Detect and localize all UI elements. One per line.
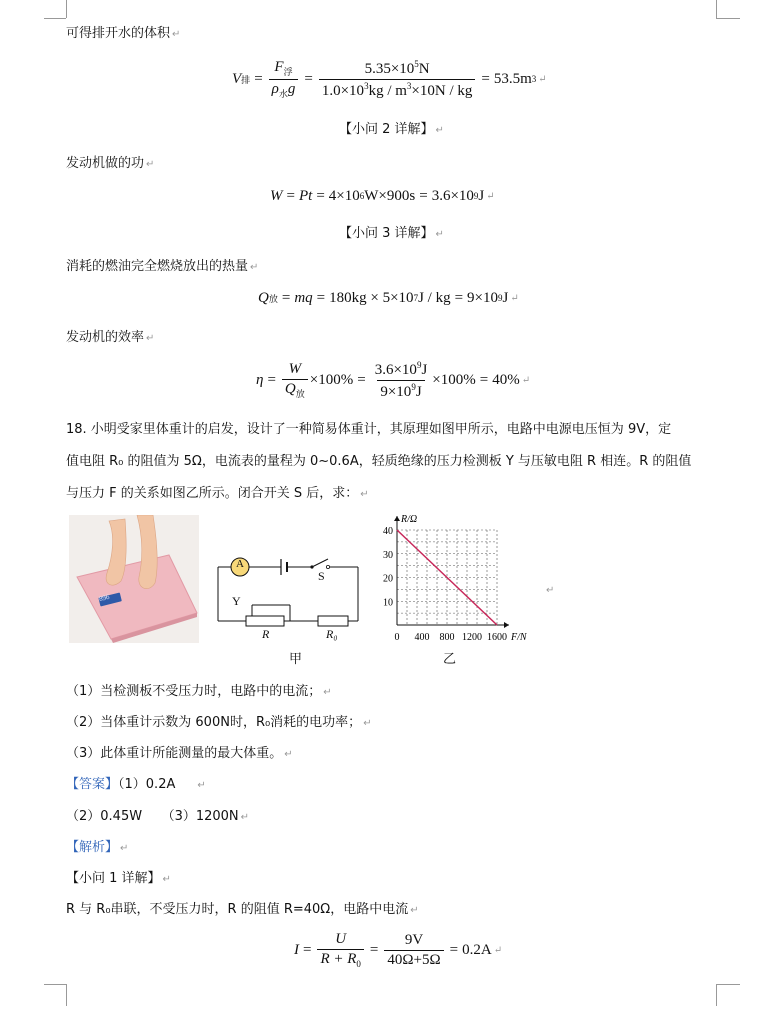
text-span: （1）当检测板不受压力时，电路中的电流； [66,684,322,699]
text-span: 【小问 1 详解】 [66,871,161,886]
answer-line: （2）0.45W （3）1200N ↵ [66,809,250,824]
eq-symbol: W [270,187,283,204]
eq-text: J [421,361,428,378]
eq-sup: 5 [414,58,419,69]
eq-symbol: η [256,371,264,388]
eq-text: kg / m [368,82,407,99]
eq-sub: 放 [268,293,278,304]
x-axis-label: F/N [511,632,527,643]
text-line: R 与 R₀串联，不受压力时，R 的阻值 R=40Ω，电路中电流 ↵ [66,902,419,917]
text-span: 发动机的效率 [66,330,145,345]
text-span: R 与 R₀串联，不受压力时，R 的阻值 R=40Ω，电路中电流 [66,902,409,917]
eq-symbol: g [287,80,296,97]
eq-sup: 3 [531,74,537,84]
fraction [372,360,431,401]
equation-work: W = Pt = 4×10 6 W×900s = 3.6×10 9 J ↵ [270,187,495,204]
y-tick-label: 10 [383,597,393,609]
text-span: 与压力 F 的关系如图乙所示。闭合开关 S 后，求： [66,486,359,501]
eq-text: 4×10 [328,187,360,204]
equation-efficiency: η = $\frac{W}{Q_放}$ ×100% = $\frac{3.6\times 10^9J}{9\times 10^9J}$ ×100% = 40% ↵ [256,359,531,400]
chart-svg [375,508,540,668]
eq-text: J / kg [418,289,451,306]
eq-text: N [418,60,430,77]
x-tick-label: 1600 [487,632,507,643]
eq-sub: 放 [295,388,305,399]
eq-symbol: mq [294,289,313,306]
fraction [282,361,308,400]
eq-text: J [478,187,485,204]
text-span: 【小问 2 详解】 [339,122,434,137]
x-tick-label: 400 [414,632,430,643]
eq-sup: 9 [473,191,479,201]
eq-text: 53.5m [493,70,532,87]
eq-text: J [502,289,509,306]
scale-display-reading: 896 [98,592,111,604]
problem-text [66,414,671,446]
eq-symbol: R + R [320,951,357,967]
text-span: （3）此体重计所能测量的最大体重。 [66,746,283,761]
equation-heat: Q 放 = mq = 180kg × 5×10 7 J / kg = 9×10 9 J ↵ [258,289,519,306]
text-span: （2）当体重计示数为 600N时，R₀消耗的电功率； [66,715,362,730]
corner-mark-bl-h [44,984,66,985]
resistor-r-label: R [262,627,270,641]
eq-text: W×900s [364,187,416,204]
eq-text: 1.0×10 [321,82,365,99]
text-span: 可得排开水的体积 [66,26,171,41]
eq-text: 180kg × 5×10 [329,289,414,306]
corner-mark-tr-h [716,18,740,19]
eq-text: ×100% [432,371,476,388]
switch-label: S [318,569,325,583]
text-span: （2）0.45W （3）1200N [66,809,239,824]
fraction [319,59,476,100]
circuit-diagram [212,545,372,665]
eq-sub: 排 [241,74,251,85]
fraction [317,931,363,969]
eq-symbol: Pt [298,187,313,204]
eq-text: J [415,383,422,400]
eq-text: 9V [404,931,424,948]
text-span: （1）0.2A [118,777,176,792]
text-span: 18. 小明受家里体重计的启发，设计了一种简易体重计，其原理如图甲所示，电路中电源电压恒为 9V，定 [66,422,672,437]
eq-text: 3.6×10 [431,187,474,204]
resistance-force-chart [375,508,540,668]
eq-text: ×100% [309,371,354,388]
eq-symbol: ρ [271,80,279,97]
chart-caption: 乙 [443,652,457,667]
eq-sup: 7 [413,293,419,303]
x-tick-label: 800 [439,632,455,643]
text-span: 【小问 3 详解】 [339,226,434,241]
eq-symbol: V [232,70,242,87]
corner-mark-bl-v [66,984,67,1006]
question-2: （2）当体重计示数为 600N时，R₀消耗的电功率； ↵ [66,715,372,730]
resistor-r0-label: R₀ [326,627,338,641]
plate-label: Y [232,594,241,608]
eq-text: 9×10 [380,383,412,400]
section-heading: 【小问 1 详解】 ↵ [66,871,171,886]
y-tick-label: 40 [383,526,393,537]
equation-volume: V 排 = $\frac{F_浮}{\rho_水g}$ = $\frac{5.35\times 10^5N}{1.0\times 10^3kg / m^3\times 10N / kg}$ = 53.5m 3 ↵ [232,58,547,99]
y-tick-label: 30 [383,549,393,561]
answer-label: 【答案】 [66,777,119,792]
eq-text: 5.35×10 [364,60,415,77]
corner-mark-tl-h [44,18,66,19]
scale-photo [69,515,199,643]
corner-mark-tl-v [66,0,67,18]
analysis-label-line: 【解析】 ↵ [66,840,129,855]
problem-text [66,446,691,478]
eq-sup: 9 [411,381,416,392]
text-line: 发动机做的功 ↵ [66,156,155,171]
eq-symbol: F [274,58,284,75]
x-axis-arrow [504,622,509,628]
eq-text: 3.6×10 [374,361,417,378]
eq-symbol: U [335,931,347,947]
text-line: 消耗的燃油完全燃烧放出的热量 ↵ [66,259,259,274]
eq-text: 40% [492,371,520,388]
x-tick-label: 1200 [462,632,482,643]
eq-sub: 0 [356,959,361,969]
eq-symbol: Q [284,380,296,397]
corner-mark-tr-v [716,0,717,18]
text-line: 发动机的效率 ↵ [66,330,155,345]
eq-symbol: Q [258,289,269,306]
text-span: 值电阻 R₀ 的阻值为 5Ω，电流表的量程为 0~0.6A，轻质绝缘的压力检测板 Y 与压敏电阻 R 相连。R 的阻值 [66,454,692,469]
corner-mark-br-h [716,984,740,985]
eq-sup: 9 [416,359,422,370]
eq-sub: 水 [278,88,288,99]
eq-sup: 3 [364,80,369,91]
eq-text: ×10N / kg [411,82,473,99]
eq-text: 40Ω+5Ω [387,951,441,968]
eq-sub: 浮 [283,66,293,77]
analysis-label: 【解析】 [66,840,119,855]
eq-sup: 9 [498,293,503,303]
text-line: ↵ [546,585,555,596]
ammeter-label: A [236,558,244,570]
question-3: （3）此体重计所能测量的最大体重。 ↵ [66,746,293,761]
circuit-caption: 甲 [289,652,303,667]
y-axis-label: R/Ω [401,514,418,525]
eq-symbol: W [288,360,302,377]
eq-text: 9×10 [467,289,499,306]
equation-current: I = $\frac{U}{R + R_0}$ = $\frac{9V}{40\Omega+5\Omega}$ = 0.2A ↵ [294,931,503,969]
section-heading: 【小问 2 详解】 ↵ [339,122,444,137]
text-span: 消耗的燃油完全燃烧放出的热量 [66,259,249,274]
scale-illustration [69,515,199,643]
fraction [384,932,443,969]
corner-mark-br-v [716,984,717,1006]
eq-sup: 3 [406,80,412,91]
question-1: （1）当检测板不受压力时，电路中的电流； ↵ [66,684,332,699]
eq-sup: 6 [359,191,365,201]
text-line: 可得排开水的体积 ↵ [66,26,181,41]
x-tick-label: 0 [394,632,400,643]
section-heading: 【小问 3 详解】 ↵ [339,226,444,241]
eq-symbol: I [294,941,299,958]
text-span: 发动机做的功 [66,156,145,171]
answer-line: 【答案】（1）0.2A ↵ [66,777,206,792]
fraction [269,59,299,100]
problem-text: 与压力 F 的关系如图乙所示。闭合开关 S 后，求： ↵ [66,486,369,501]
eq-text: 0.2A [462,941,492,958]
y-tick-label: 20 [383,573,393,585]
y-axis-arrow [394,516,400,521]
